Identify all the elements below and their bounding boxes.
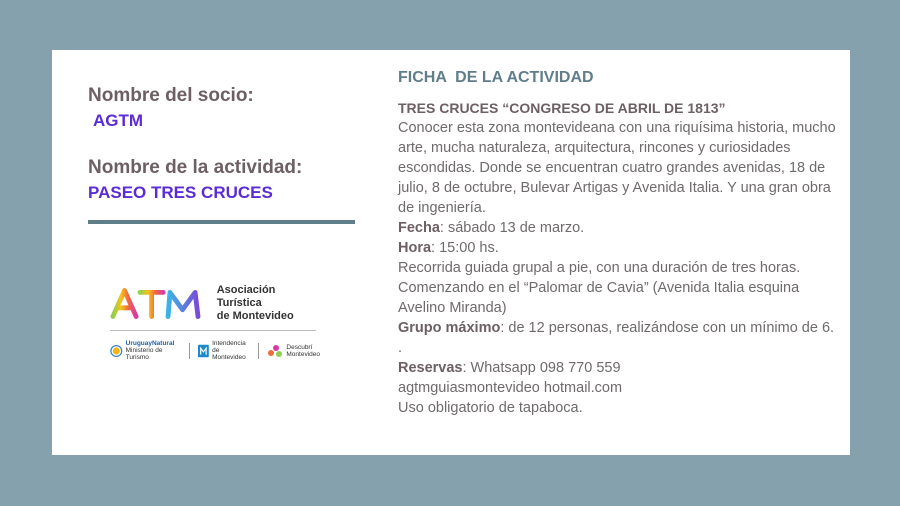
activity-card [52, 50, 850, 455]
activity-description: Conocer esta zona montevideana con una riquísima historia, mucho arte, mucha naturaleza, arquitectura, rincones y curiosidades escondidas. Donde se encuentran cuatro grandes avenidas, 18 de julio, 8 de octubre, Bulevar Artigas y Avenida Italia. Y una gran obra de ingeniería. [398, 120, 836, 216]
descubri-montevideo-logo: Descubrí Montevideo [267, 344, 320, 358]
uruguay-natural-logo: UruguayNatural Ministerio de Turismo [110, 340, 181, 361]
socio-label: Nombre del socio: [88, 85, 254, 106]
activity-title: TRES CRUCES “CONGRESO DE ABRIL DE 1813” [398, 100, 726, 116]
activity-details [398, 68, 843, 418]
colorful-dots-icon [267, 344, 283, 358]
intendencia-icon [198, 344, 209, 358]
divider [88, 220, 355, 224]
atm-org-name: Asociación Turística de Montevideo [216, 283, 294, 322]
intendencia-logo: Intendencia de Montevideo [198, 340, 250, 361]
socio-value: AGTM [93, 111, 144, 130]
fecha-line: Fecha: sábado 13 de marzo. [398, 220, 585, 236]
atm-logo-block [110, 283, 320, 361]
reservas-line: Reservas: Whatsapp 098 770 559 [398, 360, 621, 376]
atm-logo-icon [110, 286, 207, 320]
partner-logos [110, 340, 320, 361]
actividad-value: PASEO TRES CRUCES [88, 183, 273, 202]
grupo-line: Grupo máximo: de 12 personas, realizándose con un mínimo de 6. [398, 320, 835, 336]
hora-line: Hora: 15:00 hs. [398, 240, 499, 256]
sun-icon [110, 344, 123, 358]
recorrida-text: Recorrida guiada grupal a pie, con una duración de tres horas. Comenzando en el “Palomar de Cavia” (Avenida Italia esquina Avelino Miranda) [398, 260, 801, 316]
dot-line: . [398, 340, 403, 356]
partner-info [88, 84, 356, 204]
tapaboca-text: Uso obligatorio de tapaboca. [398, 400, 583, 416]
section-heading: FICHA DE LA ACTIVIDAD [398, 69, 594, 86]
email-text: agtmguiasmontevideo hotmail.com [398, 380, 623, 396]
actividad-label: Nombre de la actividad: [88, 157, 303, 178]
